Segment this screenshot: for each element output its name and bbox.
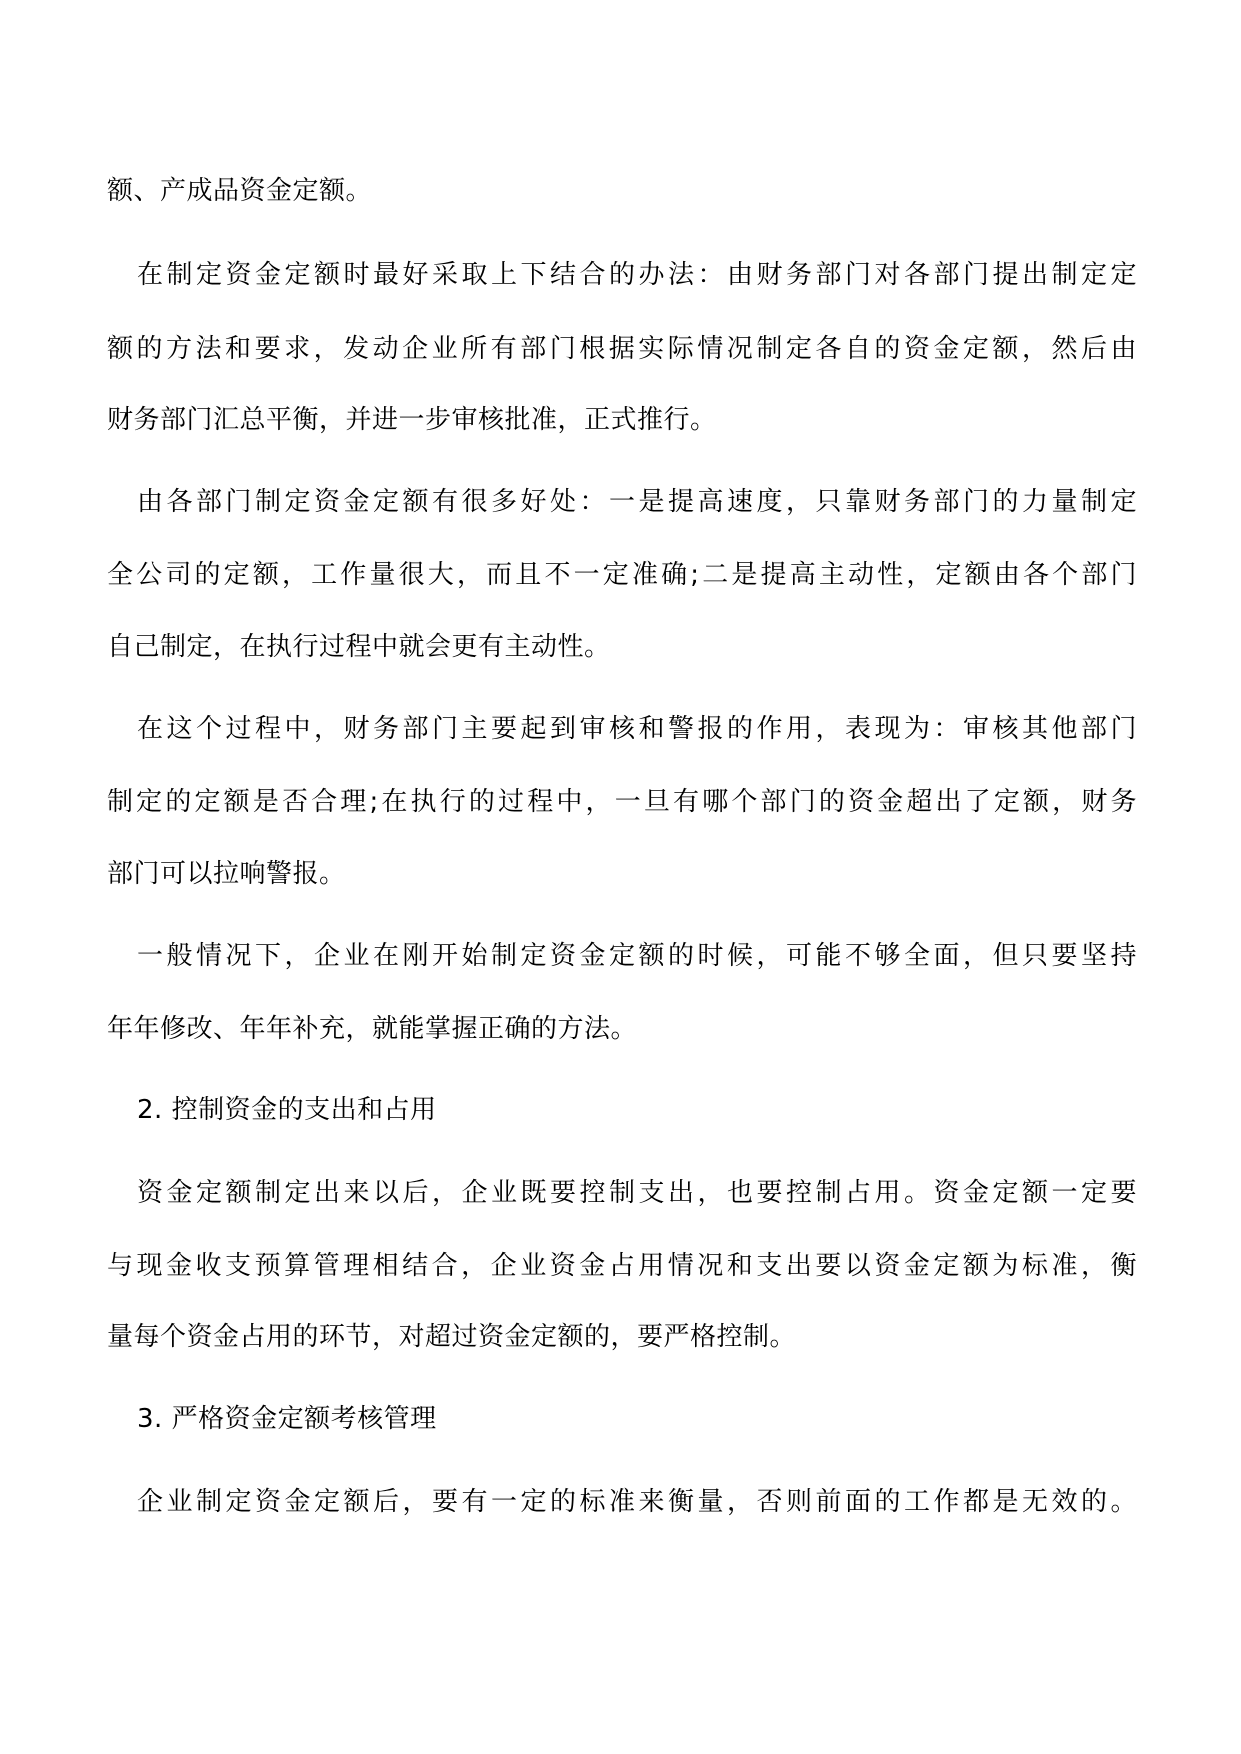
text-line: 财务部门汇总平衡，并进一步审核批准，正式推行。	[107, 405, 717, 435]
text-line: 在这个过程中，财务部门主要起到审核和警报的作用，表现为：审核其他部门	[137, 714, 1137, 744]
text-line: 在制定资金定额时最好采取上下结合的办法：由财务部门对各部门提出制定定	[137, 260, 1137, 290]
text-line: 制定的定额是否合理;在执行的过程中，一旦有哪个部门的资金超出了定额，财务	[107, 787, 1137, 817]
text-line: 企业制定资金定额后，要有一定的标准来衡量，否则前面的工作都是无效的。	[137, 1487, 1137, 1517]
text-line: 年年修改、年年补充，就能掌握正确的方法。	[107, 1014, 638, 1044]
section-heading: 3. 严格资金定额考核管理	[137, 1404, 437, 1434]
text-line: 全公司的定额，工作量很大，而且不一定准确;二是提高主动性，定额由各个部门	[107, 560, 1137, 590]
text-line: 资金定额制定出来以后，企业既要控制支出，也要控制占用。资金定额一定要	[137, 1178, 1137, 1208]
text-line: 量每个资金占用的环节，对超过资金定额的，要严格控制。	[107, 1322, 797, 1352]
section-heading: 2. 控制资金的支出和占用	[137, 1095, 437, 1125]
text-line: 额的方法和要求，发动企业所有部门根据实际情况制定各自的资金定额，然后由	[107, 334, 1137, 364]
text-line: 自己制定，在执行过程中就会更有主动性。	[107, 632, 611, 662]
text-line: 一般情况下，企业在刚开始制定资金定额的时候，可能不够全面，但只要坚持	[137, 941, 1137, 971]
text-line: 与现金收支预算管理相结合，企业资金占用情况和支出要以资金定额为标准，衡	[107, 1251, 1137, 1281]
text-line: 部门可以拉响警报。	[107, 859, 346, 889]
text-line: 额、产成品资金定额。	[107, 176, 373, 206]
text-line: 由各部门制定资金定额有很多好处：一是提高速度，只靠财务部门的力量制定	[137, 487, 1137, 517]
